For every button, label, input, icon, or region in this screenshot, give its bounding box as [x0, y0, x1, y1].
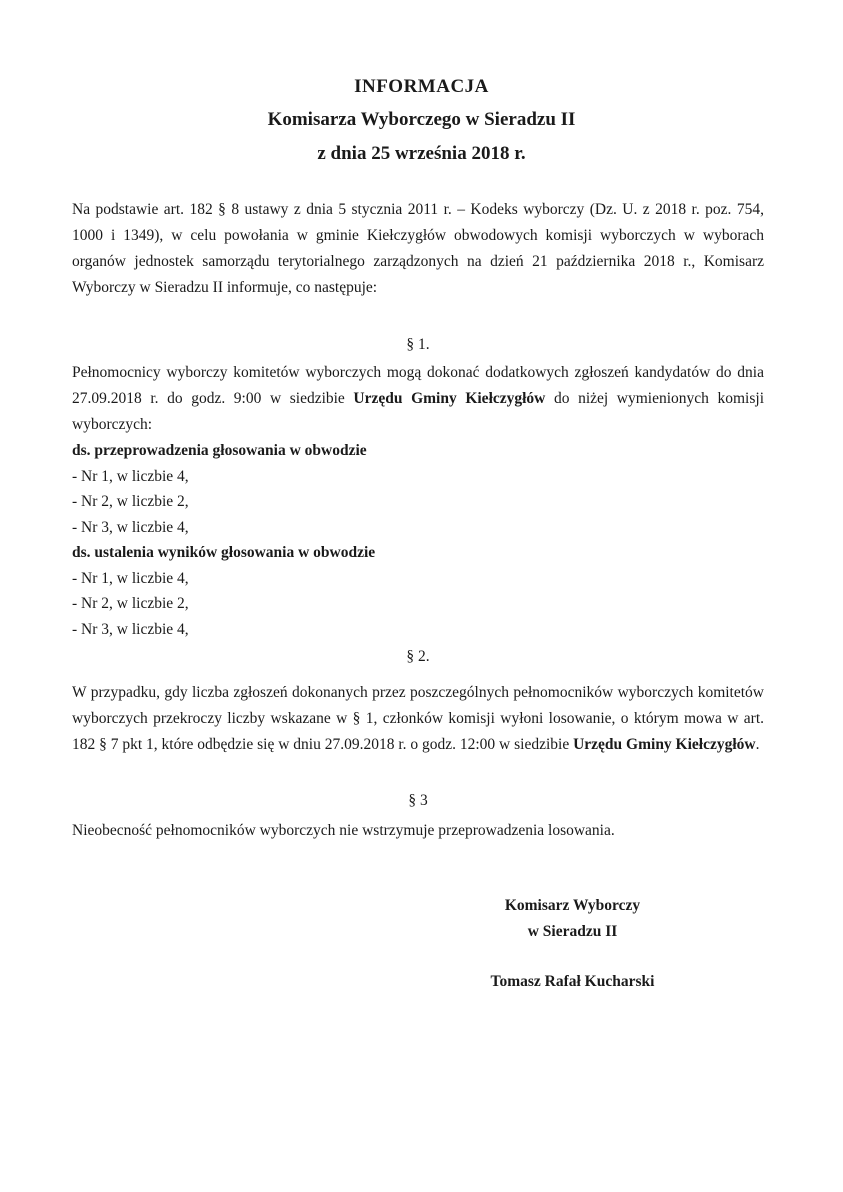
group-2-item: - Nr 1, w liczbie 4,	[72, 569, 189, 587]
document-title: INFORMACJA	[354, 76, 489, 97]
section-1-heading: § 1.	[406, 336, 430, 353]
signature-name: Tomasz Rafał Kucharski	[490, 973, 655, 990]
section-2-place: Urzędu Gminy Kiełczygłów	[573, 736, 756, 753]
document-subtitle: Komisarza Wyborczego w Sieradzu II	[267, 109, 576, 130]
section-3-heading: § 3	[408, 792, 428, 809]
section-2-text-before: W przypadku, gdy liczba zgłoszeń dokonanych przez poszczególnych pełnomocników wyborczych komitetów wyborczych przekroczy liczby wskazane w § 1, członków komisji wyłoni losowanie, o którym mowa w art. 182 § 7 pkt 1, które odbędzie się w dniu 27.09.2018 r. o godz. 12:00 w siedzibie	[72, 684, 764, 753]
group-1-item: - Nr 2, w liczbie 2,	[72, 493, 189, 510]
section-1-paragraph	[72, 360, 764, 438]
group-2-item: - Nr 3, w liczbie 4,	[72, 620, 189, 638]
group-1-item: - Nr 1, w liczbie 4,	[72, 467, 189, 485]
group-2-item: - Nr 2, w liczbie 2,	[72, 595, 189, 612]
section-1-place: Urzędu Gminy Kiełczygłów	[353, 390, 546, 407]
section-1-text-after: do niżej wymienionych komisji wyborczych:	[72, 390, 765, 433]
signature-block	[470, 893, 675, 995]
group-2-title: ds. ustalenia wyników głosowania w obwodzie	[72, 544, 376, 561]
section-1-body	[72, 360, 764, 642]
section-2-text-after: .	[755, 736, 760, 753]
group-1-title: ds. przeprowadzenia głosowania w obwodzie	[72, 442, 367, 459]
section-2-paragraph	[72, 680, 764, 758]
group-1-item: - Nr 3, w liczbie 4,	[72, 518, 189, 536]
document-date: z dnia 25 września 2018 r.	[317, 143, 526, 164]
section-3-paragraph: Nieobecność pełnomocników wyborczych nie wstrzymuje przeprowadzenia losowania.	[72, 822, 615, 839]
signature-title: Komisarz Wyborczy	[504, 897, 641, 914]
document-header	[0, 72, 843, 170]
section-2-heading: § 2.	[406, 648, 430, 665]
intro-paragraph: Na podstawie art. 182 § 8 ustawy z dnia 5 stycznia 2011 r. – Kodeks wyborczy (Dz. U. z 2018 r. poz. 754, 1000 i 1349), w celu powołania w gminie Kiełczygłów obwodowych komisji wyborczych w wyborach organów jednostek samorządu terytorialnego zarządzonych na dzień 21 października 2018 r., Komisarz Wyborczy w Sieradzu II informuje, co następuje:	[72, 201, 764, 296]
section-1-text-before: Pełnomocnicy wyborczy komitetów wyborczych mogą dokonać dodatkowych zgłoszeń kandydatów do dnia 27.09.2018 r. do godz. 9:00 w siedzibie	[72, 364, 764, 407]
signature-location: w Sieradzu II	[527, 923, 618, 940]
